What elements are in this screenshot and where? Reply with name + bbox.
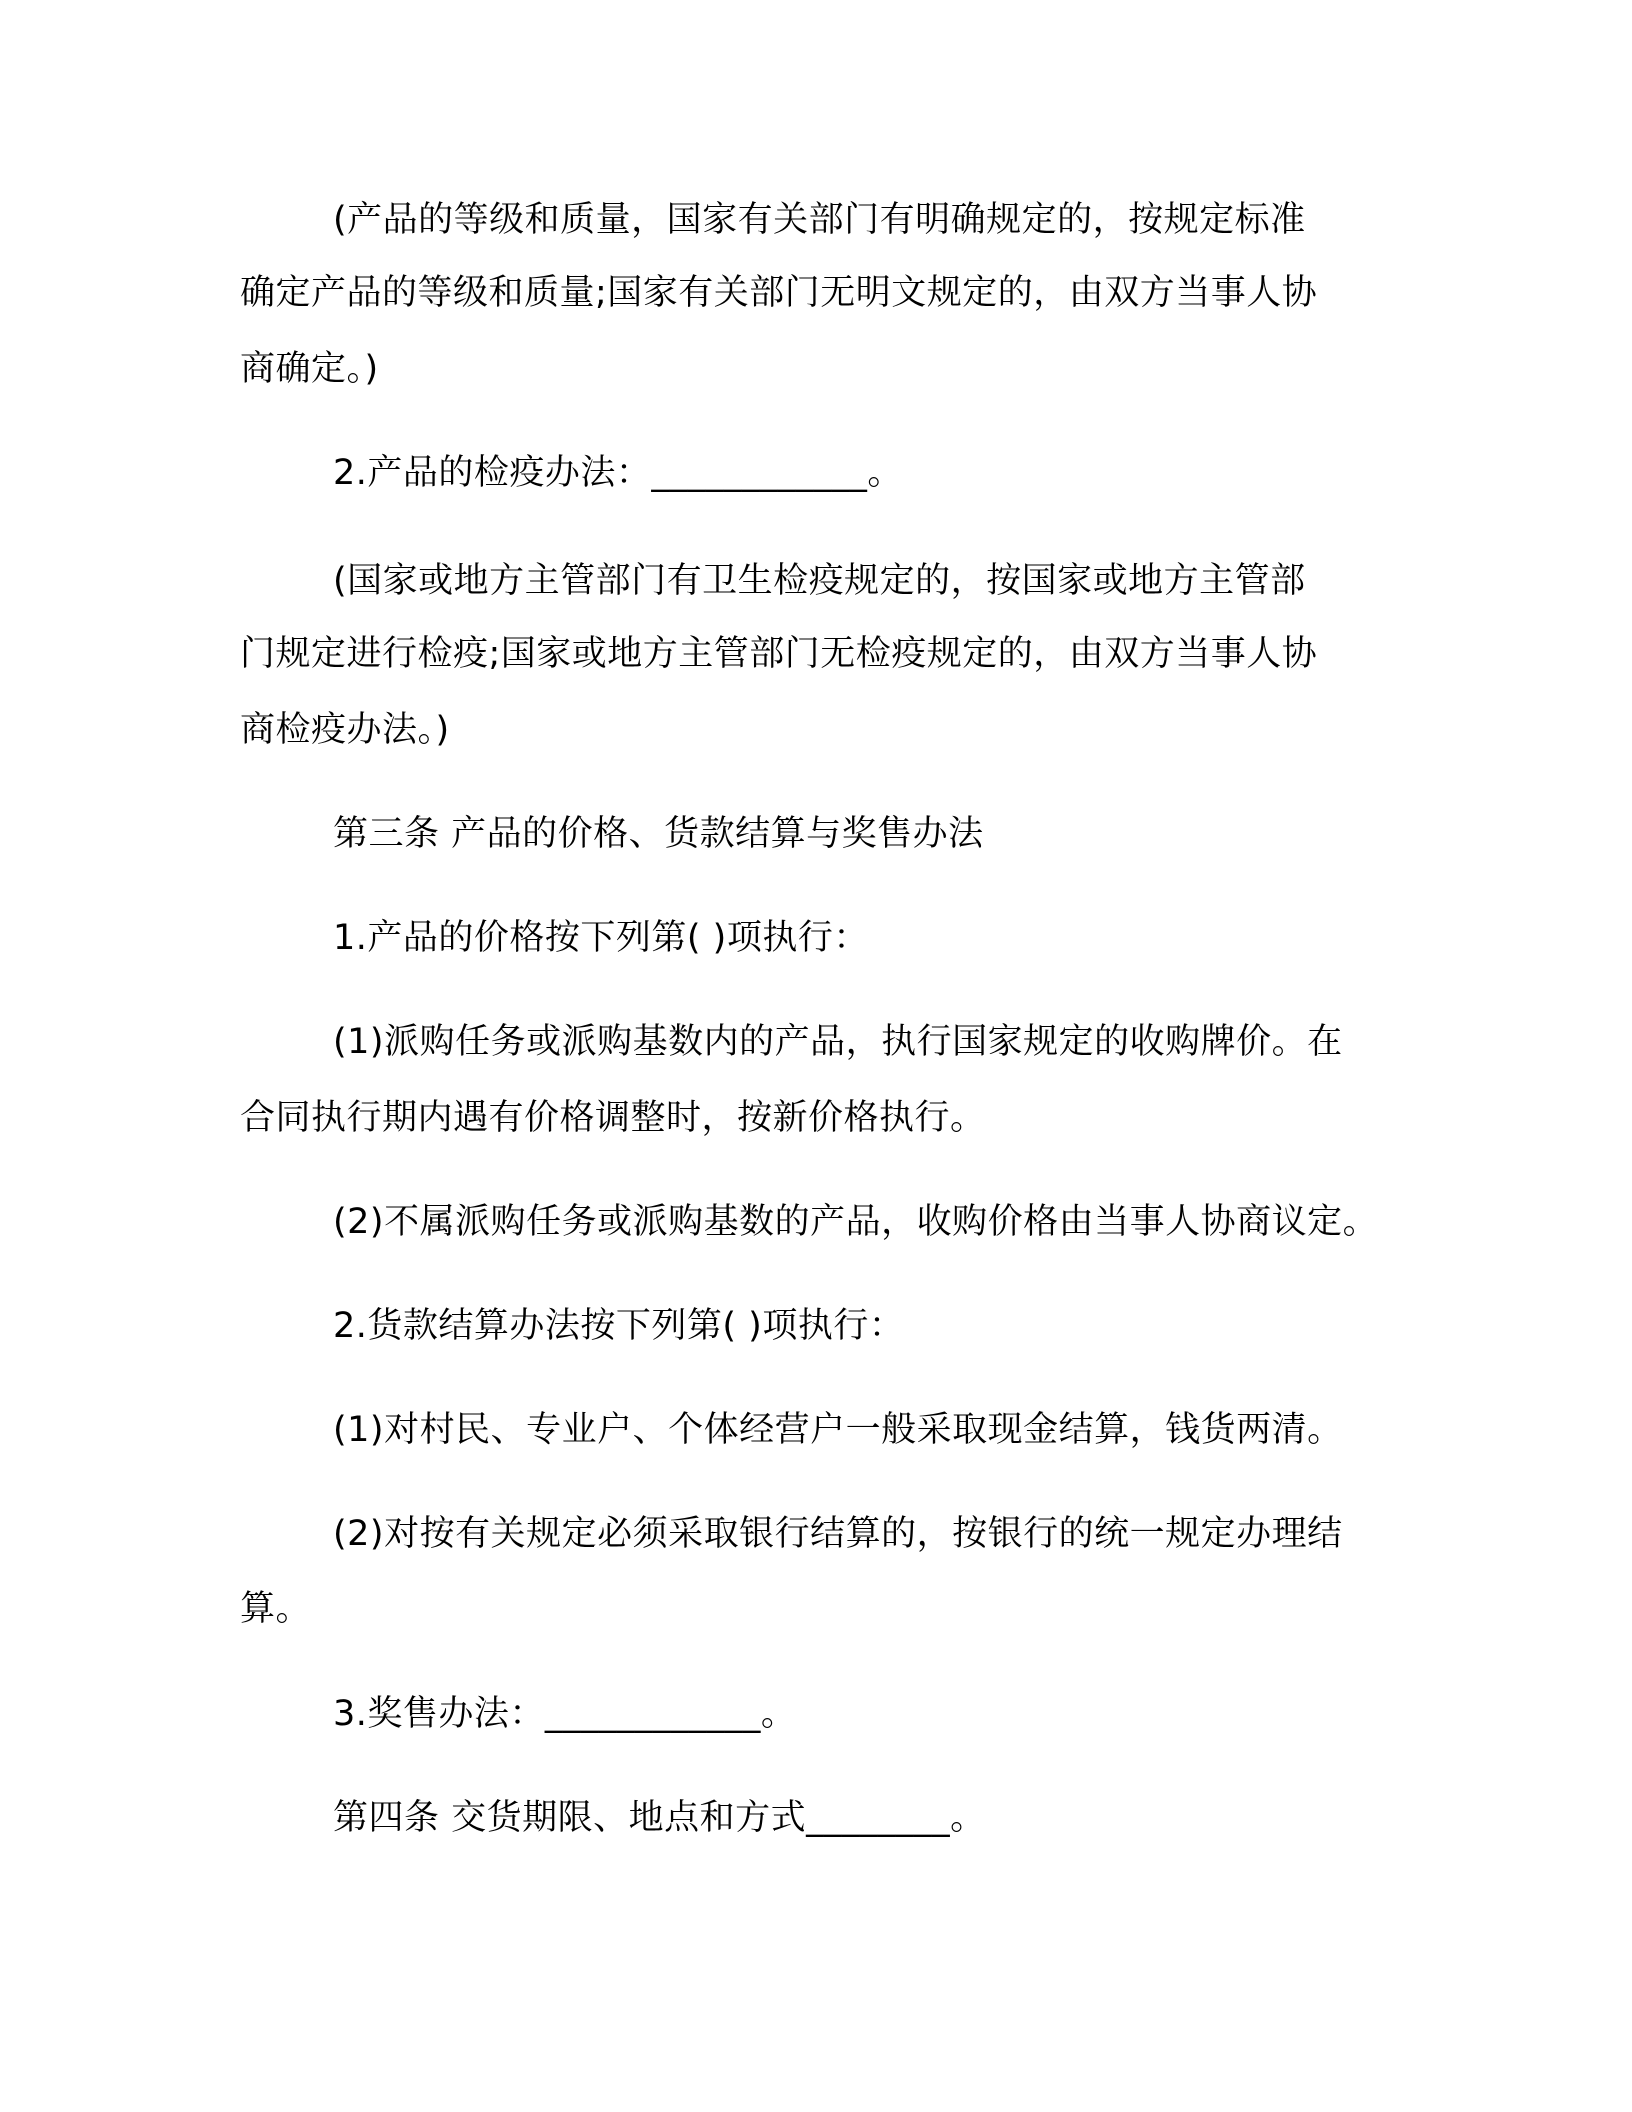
quality-note-line-2: 确定产品的等级和质量;国家有关部门无明文规定的，由双方当事人协	[240, 273, 1318, 313]
quality-note-line-1: (产品的等级和质量，国家有关部门有明确规定的，按规定标准	[333, 200, 1306, 240]
settlement-clause: 2.货款结算办法按下列第( )项执行：	[333, 1306, 905, 1346]
quarantine-note-line-2: 门规定进行检疫;国家或地方主管部门无检疫规定的，由双方当事人协	[240, 634, 1318, 674]
price-clause: 1.产品的价格按下列第( )项执行：	[333, 918, 869, 958]
article-3-title: 第三条 产品的价格、货款结算与奖售办法	[333, 814, 984, 854]
price-option-1-line-1: (1)派购任务或派购基数内的产品，执行国家规定的收购牌价。在	[333, 1022, 1343, 1062]
quarantine-note-line-3: 商检疫办法。)	[240, 710, 450, 750]
reward-method-clause: 3.奖售办法：____________。	[333, 1694, 797, 1734]
quarantine-note-line-1: (国家或地方主管部门有卫生检疫规定的，按国家或地方主管部	[333, 561, 1306, 601]
settlement-option-2-line-2: 算。	[240, 1589, 312, 1629]
quality-note-line-3: 商确定。)	[240, 349, 379, 389]
settlement-option-2-line-1: (2)对按有关规定必须采取银行结算的，按银行的统一规定办理结	[333, 1514, 1343, 1554]
quarantine-method-clause: 2.产品的检疫办法：____________。	[333, 453, 903, 493]
article-4-title: 第四条 交货期限、地点和方式________。	[333, 1798, 986, 1838]
price-option-1-line-2: 合同执行期内遇有价格调整时，按新价格执行。	[240, 1098, 986, 1138]
settlement-option-1: (1)对村民、专业户、个体经营户一般采取现金结算，钱货两清。	[333, 1410, 1343, 1450]
price-option-2: (2)不属派购任务或派购基数的产品，收购价格由当事人协商议定。	[333, 1202, 1379, 1242]
